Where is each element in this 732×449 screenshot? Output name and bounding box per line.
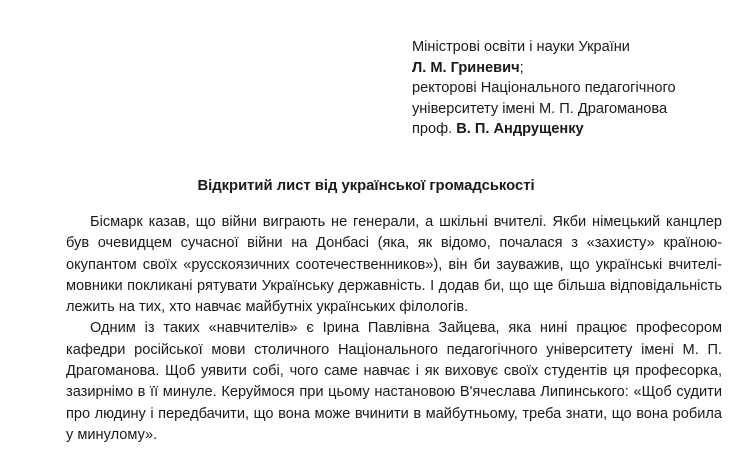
letter-body <box>66 212 722 446</box>
addressee-line-name <box>412 58 676 79</box>
addressee-line-minister: Міністрові освіти і науки України <box>412 39 630 55</box>
addressee-minister-name: Л. М. Гриневич <box>412 59 520 76</box>
addressee-line-university: університету імені М. П. Драгоманова <box>412 100 668 117</box>
addressee-block <box>412 37 676 140</box>
body-paragraph-1: Бісмарк казав, що війни виграють не генерали, а шкільні вчителі. Якби німецький канцлер був очевидцем сучасної війни на Донбасі (яка, як відомо, почалася з «захисту» країною-окупантом своїх «русскоязичних соотечественников»), він би зауважив, що українські вчителі-мовники покликані рятувати Українську державність. І додав би, що ще більша відповідальність лежить на тих, хто навчає майбутніх українських філологів. <box>66 214 722 316</box>
addressee-name-suffix: ; <box>519 59 524 76</box>
addressee-line-professor <box>412 119 676 140</box>
body-paragraph-2: Одним із таких «навчителів» є Ірина Павлівна Зайцева, яка нині працює професором кафедри російської мови столичного Національного педагогічного університету імені М. П. Драгоманова. Щоб уявити собі, чого саме навчає і як виховує своїх студентів ця професорка, зазирнімо в її минуле. Керуймося при цьому настановою В'ячеслава Липинського: «Щоб судити про людину і передбачити, що вона може вчинити в майбутньому, треба знати, що вона робила у минулому». <box>66 320 722 443</box>
addressee-prof-prefix: проф. <box>412 121 457 138</box>
addressee-line-rector: ректорові Національного педагогічного <box>412 80 676 97</box>
addressee-rector-name: В. П. Андрущенку <box>456 121 584 138</box>
letter-title: Відкритий лист від української громадськості <box>197 178 535 194</box>
